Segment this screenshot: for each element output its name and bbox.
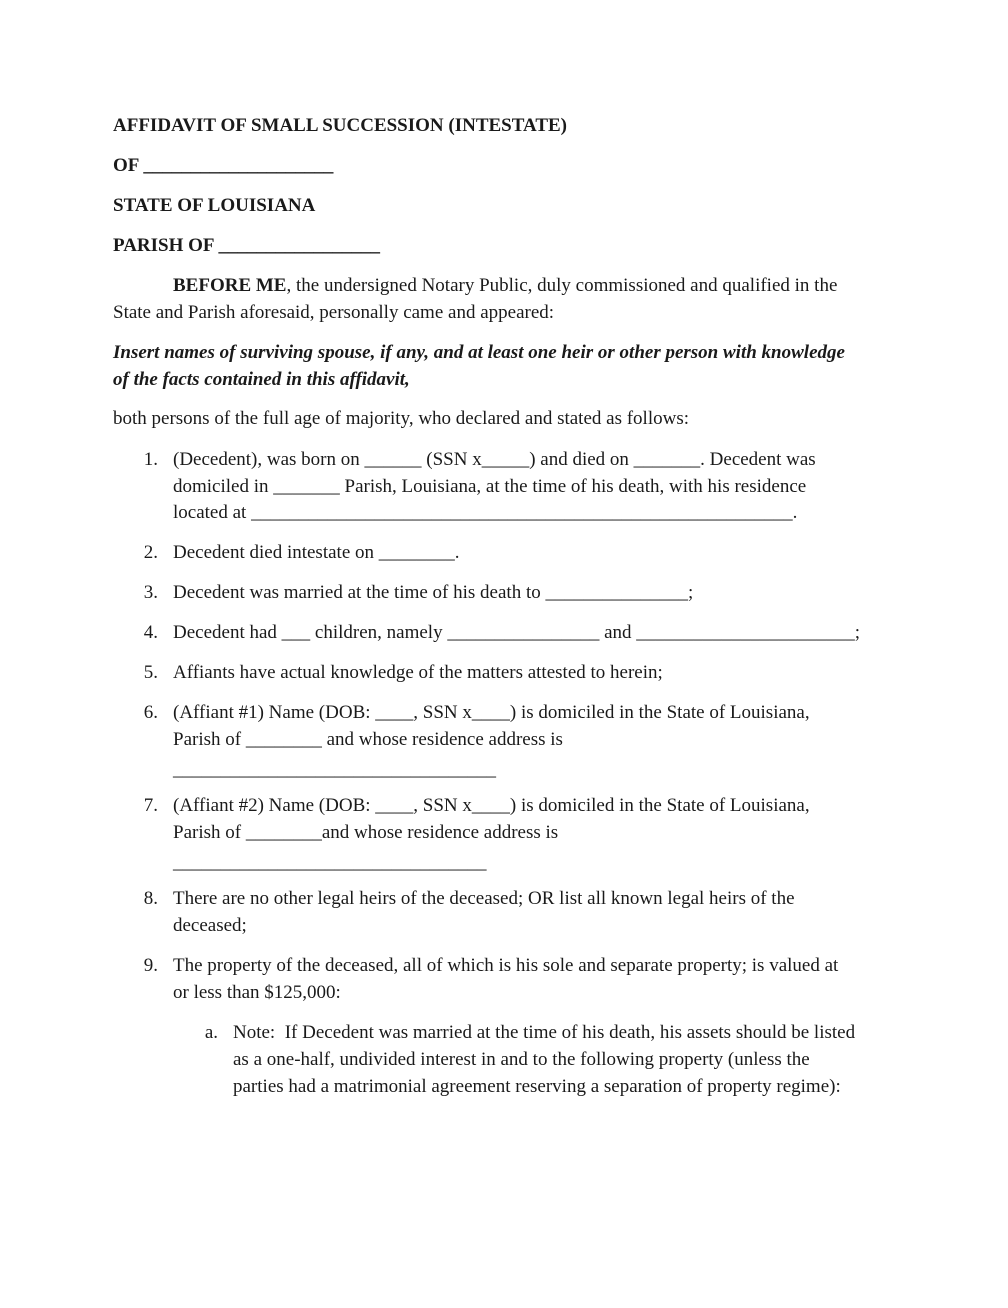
- item-number: 2.: [143, 542, 158, 563]
- item-number: 6.: [143, 702, 158, 723]
- item-number: 8.: [143, 888, 158, 909]
- instruction-line-2: of the facts contained in this affidavit,: [113, 369, 410, 390]
- item-8-line-2: deceased;: [173, 915, 247, 936]
- subitem-letter: a.: [204, 1022, 218, 1043]
- document-title: AFFIDAVIT OF SMALL SUCCESSION (INTESTATE): [113, 115, 567, 136]
- item-9-line-2: or less than $125,000:: [173, 982, 341, 1003]
- instruction-line-1: Insert names of surviving spouse, if any, and at least one heir or other person with knowledge: [113, 342, 845, 363]
- intro-line-1: [173, 272, 837, 299]
- item-number: 9.: [143, 955, 158, 976]
- majority-line: both persons of the full age of majority, who declared and stated as follows:: [113, 408, 690, 429]
- state-line: STATE OF LOUISIANA: [113, 195, 316, 216]
- item-6-line-2: Parish of ________ and whose residence address is: [173, 729, 563, 750]
- item-9-line-1: The property of the deceased, all of which is his sole and separate property; is valued at: [173, 955, 839, 976]
- item-7-address-blank: _________________________________: [173, 852, 487, 873]
- item-1-line-2: domiciled in _______ Parish, Louisiana, at the time of his death, with his residence: [173, 476, 807, 497]
- item-4-line-1: Decedent had ___ children, namely ________________ and _______________________;: [173, 622, 861, 643]
- item-6-line-1: (Affiant #1) Name (DOB: ____, SSN x____) is domiciled in the State of Louisiana,: [173, 702, 810, 723]
- parish-line: PARISH OF _________________: [113, 235, 381, 256]
- item-number: 4.: [143, 622, 158, 643]
- item-8-line-1: There are no other legal heirs of the deceased; OR list all known legal heirs of the: [173, 888, 795, 909]
- intro-line-2: State and Parish aforesaid, personally came and appeared:: [113, 302, 555, 323]
- subitem-line-1: Note: If Decedent was married at the time of his death, his assets should be listed: [233, 1022, 856, 1043]
- of-line: OF ____________________: [113, 155, 334, 176]
- item-5-line-1: Affiants have actual knowledge of the matters attested to herein;: [173, 662, 663, 683]
- subitem-line-3: parties had a matrimonial agreement reserving a separation of property regime):: [233, 1076, 841, 1097]
- item-number: 5.: [143, 662, 158, 683]
- item-6-address-blank: __________________________________: [173, 759, 496, 780]
- item-7-line-2: Parish of ________and whose residence address is: [173, 822, 559, 843]
- item-1-line-3: located at _________________________________________________________.: [173, 502, 798, 523]
- item-7-line-1: (Affiant #2) Name (DOB: ____, SSN x____) is domiciled in the State of Louisiana,: [173, 795, 810, 816]
- intro-bold-lead: BEFORE ME: [173, 275, 287, 296]
- intro-line-1-rest: , the undersigned Notary Public, duly commissioned and qualified in the: [286, 275, 838, 296]
- item-1-line-1: (Decedent), was born on ______ (SSN x_____) and died on _______. Decedent was: [173, 449, 816, 470]
- item-number: 7.: [143, 795, 158, 816]
- subitem-line-2: as a one-half, undivided interest in and to the following property (unless the: [233, 1049, 810, 1070]
- item-2-line-1: Decedent died intestate on ________.: [173, 542, 460, 563]
- item-number: 1.: [143, 449, 158, 470]
- item-number: 3.: [143, 582, 158, 603]
- item-3-line-1: Decedent was married at the time of his death to _______________;: [173, 582, 694, 603]
